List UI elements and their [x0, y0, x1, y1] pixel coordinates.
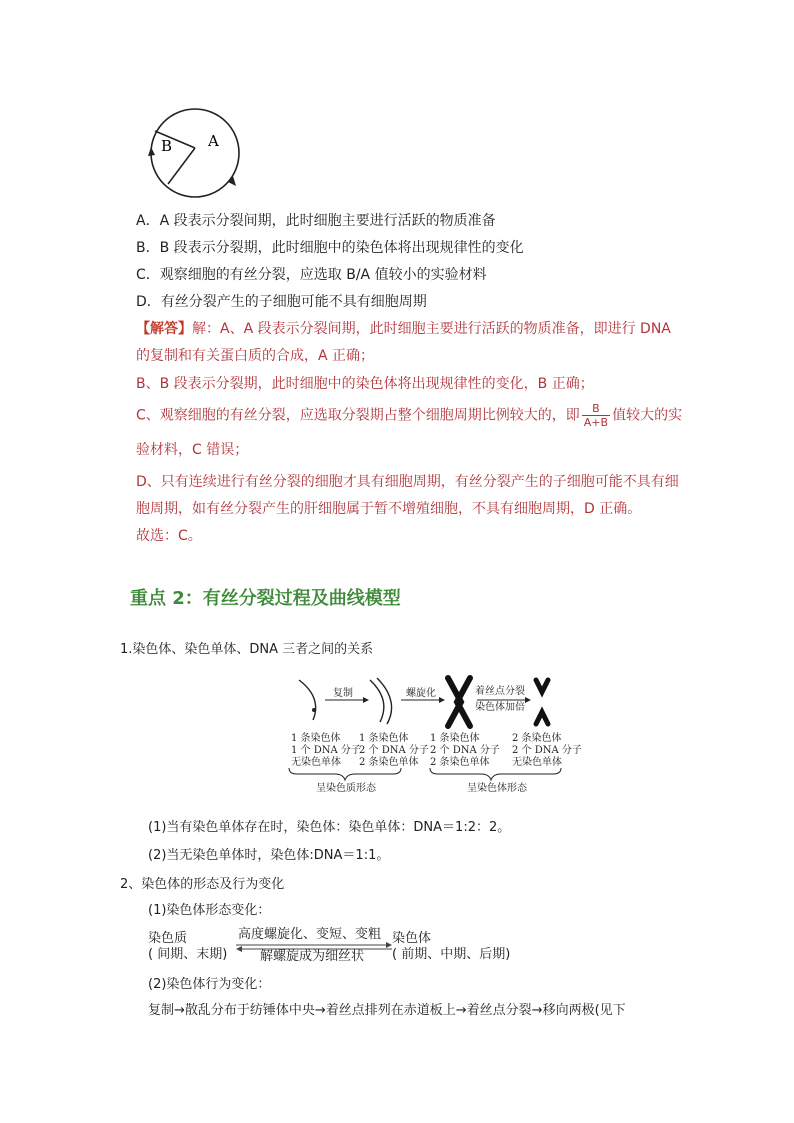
cell-cycle-diagram	[140, 108, 260, 204]
item1-title: 1.染色体、染色单体、DNA 三者之间的关系	[120, 642, 374, 657]
item1-point-2: (2)当无染色单体时，染色体:DNA＝1:1。	[148, 848, 390, 863]
answer-line-6: D、只有连续进行有丝分裂的细胞才具有细胞周期，有丝分裂产生的子细胞可能不具有细	[136, 474, 679, 490]
brace-label-chromosome: 呈染色体形态	[467, 783, 527, 794]
morph-right-top: 染色体	[392, 931, 432, 946]
col1-text: 1 条染色体 1 个 DNA 分子 无染色单体	[291, 733, 361, 768]
col2-text: 1 条染色体 2 个 DNA 分子 2 条染色单体	[359, 733, 429, 768]
item2-title: 2、染色体的形态及行为变化	[120, 877, 285, 892]
item2-sub2: (2)染色体行为变化：	[148, 977, 271, 992]
arrow-label-double: 染色体加倍	[475, 702, 525, 713]
segment-a-label: A	[208, 132, 219, 150]
arrow-label-split: 着丝点分裂	[475, 686, 525, 697]
answer-line-3: B、B 段表示分裂期，此时细胞中的染色体将出现规律性的变化，B 正确；	[136, 376, 594, 392]
fraction-b-over-a-plus-b: $\frac{B}{A+B}$	[583, 402, 609, 429]
answer-line-4: C、观察细胞的有丝分裂，应选取分裂期占整个细胞周期比例较大的，即 $\frac{B}{A+B}$ 值较大的实	[136, 402, 683, 429]
segment-b-label: B	[161, 137, 173, 155]
answer-line-7: 胞周期，如有丝分裂产生的肝细胞属于暂不增殖细胞，不具有细胞周期，D 正确。	[136, 501, 642, 517]
item1-point-1: (1)当有染色单体存在时，染色体：染色单体：DNA＝1:2：2。	[148, 820, 511, 835]
answer-line-5: 验材料，C 错误；	[136, 442, 249, 458]
option-a: A．A 段表示分裂间期，此时细胞主要进行活跃的物质准备	[136, 213, 496, 229]
option-d: D．有丝分裂产生的子细胞可能不具有细胞周期	[136, 294, 427, 310]
morph-arrow-top: 高度螺旋化、变短、变粗	[238, 927, 382, 942]
answer-line-2: 的复制和有关蛋白质的合成，A 正确；	[136, 348, 375, 364]
answer-line-8: 故选：C。	[136, 528, 202, 544]
morph-arrow-bottom: 解螺旋成为细丝状	[260, 949, 365, 964]
option-b: B．B 段表示分裂期，此时细胞中的染色体将出现规律性的变化	[136, 240, 524, 256]
morph-left-top: 染色质	[148, 931, 188, 946]
option-c: C．观察细胞的有丝分裂，应选取 B/A 值较小的实验材料	[136, 267, 487, 283]
answer-line-1: 【解答】解：A、A 段表示分裂间期，此时细胞主要进行活跃的物质准备，即进行 DNA	[136, 321, 671, 337]
brace-label-chromatin: 呈染色质形态	[316, 783, 376, 794]
morph-left-bottom: ( 间期、末期)	[148, 947, 228, 962]
answer-tag: 【解答】	[136, 321, 192, 337]
item2-sub1: (1)染色体形态变化：	[148, 903, 271, 918]
col4-text: 2 条染色体 2 个 DNA 分子 无染色单体	[512, 733, 582, 768]
col3-text: 1 条染色体 2 个 DNA 分子 2 条染色单体	[430, 733, 500, 768]
morph-right-bottom: ( 前期、中期、后期)	[392, 947, 511, 962]
behavior-sequence: 复制→散乱分布于纺锤体中央→着丝点排列在赤道板上→着丝点分裂→移向两极(见下	[148, 1003, 626, 1018]
section-heading: 重点 2：有丝分裂过程及曲线模型	[130, 588, 401, 609]
arrow-label-spiral: 螺旋化	[406, 688, 436, 699]
arrow-label-replicate: 复制	[333, 688, 353, 699]
